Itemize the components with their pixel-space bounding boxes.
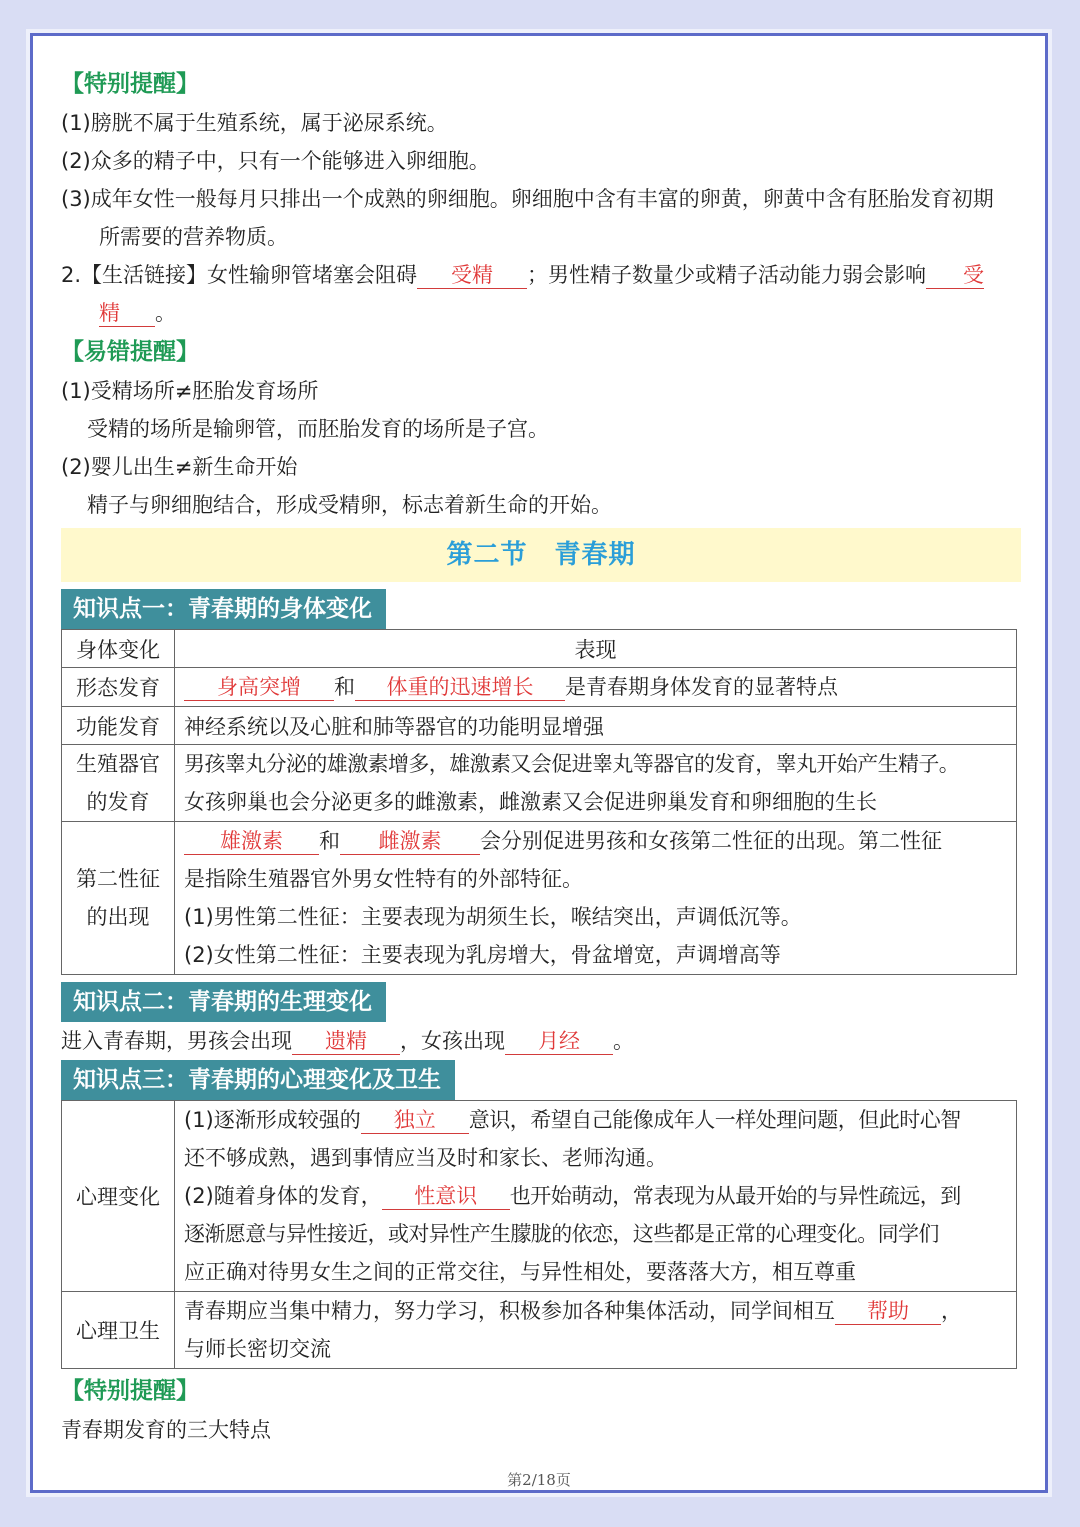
row-label-line: 的发育 [86, 790, 150, 814]
table-row [62, 745, 1017, 822]
answer-blank: 帮助 [835, 1298, 941, 1325]
conjunction: 和 [319, 829, 340, 853]
mistake-reminder-heading: 【易错提醒】 [61, 339, 199, 365]
table-row [62, 668, 1017, 707]
cell-line: (2)女性第二性征：主要表现为乳房增大，骨盆增宽，声调增高等 [184, 943, 781, 967]
row-content [175, 1292, 1017, 1369]
section-title: 第二节 青春期 [61, 528, 1021, 582]
knowledge-point-1-title: 知识点一：青春期的身体变化 [61, 589, 386, 629]
row-content [175, 745, 1017, 822]
cell-line: 是指除生殖器官外男女性特有的外部特征。 [184, 867, 583, 891]
row-content [175, 668, 1017, 707]
row-label: 心理卫生 [62, 1292, 175, 1369]
psychology-table [61, 1100, 1017, 1369]
table-row [62, 1292, 1017, 1369]
cell-text: 是青春期身体发育的显著特点 [565, 675, 838, 699]
body-changes-table [61, 629, 1017, 975]
kp2-suffix: 。 [613, 1029, 634, 1053]
cell-line: 还不够成熟，遇到事情应当及时和家长、老师沟通。 [184, 1146, 667, 1170]
cell-line: 逐渐愿意与异性接近，或对异性产生朦胧的依恋，这些都是正常的心理变化。同学们 [184, 1222, 939, 1246]
cell-line [184, 1177, 1007, 1215]
table-header: 身体变化 [62, 630, 175, 668]
mistake-item: 受精的场所是输卵管，而胚胎发育的场所是子宫。 [87, 417, 549, 441]
reminder-item: 所需要的营养物质。 [99, 225, 288, 249]
page-number: 第2/18页 [507, 1471, 571, 1489]
table-header: 表现 [175, 630, 1017, 668]
row-label-line: 的出现 [86, 905, 150, 929]
row-label [62, 822, 175, 975]
table-row [62, 822, 1017, 975]
conjunction: 和 [334, 675, 355, 699]
cell-text: 也开始萌动，常表现为从最开始的与异性疏远，到 [509, 1184, 961, 1208]
row-content: 神经系统以及心脏和肺等器官的功能明显增强 [175, 707, 1017, 745]
mistake-item: (1)受精场所≠胚胎发育场所 [61, 379, 319, 403]
reminder-text: 青春期发育的三大特点 [61, 1418, 271, 1442]
table-row [62, 630, 1017, 668]
answer-blank: 精 [99, 300, 155, 327]
knowledge-point-3-title: 知识点三：青春期的心理变化及卫生 [61, 1060, 455, 1100]
table-row [62, 707, 1017, 745]
answer-blank: 雄激素 [184, 828, 319, 855]
kp2-line [61, 1022, 1021, 1060]
cell-text: (2)随着身体的发育， [184, 1184, 382, 1208]
cell-line: (1)男性第二性征：主要表现为胡须生长，喉结突出，声调低沉等。 [184, 905, 802, 929]
cell-line [184, 822, 1007, 860]
special-reminder-heading-2: 【特别提醒】 [61, 1378, 199, 1404]
table-row [62, 1101, 1017, 1292]
answer-blank: 独立 [361, 1107, 469, 1134]
kp2-middle: ，女孩出现 [400, 1029, 505, 1053]
cell-line: 与师长密切交流 [184, 1337, 331, 1361]
cell-line: 女孩卵巢也会分泌更多的雌激素，雌激素又会促进卵巢发育和卵细胞的生长 [184, 790, 877, 814]
cell-line [184, 668, 1007, 706]
reminder-item: (3)成年女性一般每月只排出一个成熟的卵细胞。卵细胞中含有丰富的卵黄，卵黄中含有胚胎发育初期 [61, 187, 994, 211]
reminder-item: (1)膀胱不属于生殖系统，属于泌尿系统。 [61, 111, 448, 135]
life-link-prefix: 2.【生活链接】女性输卵管堵塞会阻碍 [61, 263, 418, 287]
mistake-item: 精子与卵细胞结合，形成受精卵，标志着新生命的开始。 [87, 493, 612, 517]
row-label [62, 745, 175, 822]
mistake-item: (2)婴儿出生≠新生命开始 [61, 455, 298, 479]
life-link-line [61, 256, 1021, 294]
special-reminder-heading: 【特别提醒】 [61, 71, 199, 97]
life-link-suffix: 。 [155, 301, 176, 325]
cell-text: 青春期应当集中精力，努力学习，积极参加各种集体活动，同学间相互 [184, 1299, 835, 1323]
page-content [61, 64, 1021, 1449]
kp2-prefix: 进入青春期，男孩会出现 [61, 1029, 292, 1053]
knowledge-point-2-title: 知识点二：青春期的生理变化 [61, 982, 386, 1022]
row-label: 心理变化 [62, 1101, 175, 1292]
cell-line: 应正确对待男女生之间的正常交往，与异性相处，要落落大方，相互尊重 [184, 1260, 856, 1284]
cell-line [184, 1292, 1007, 1330]
document-page [30, 33, 1048, 1493]
life-link-line-2 [61, 294, 1021, 332]
answer-blank: 遗精 [292, 1028, 400, 1055]
answer-blank: 身高突增 [184, 674, 334, 701]
cell-text: 会分别促进男孩和女孩第二性征的出现。第二性征 [480, 829, 942, 853]
row-content [175, 822, 1017, 975]
reminder-item: (2)众多的精子中，只有一个能够进入卵细胞。 [61, 149, 490, 173]
answer-blank: 月经 [505, 1028, 613, 1055]
answer-blank: 体重的迅速增长 [355, 674, 565, 701]
row-label: 形态发育 [62, 668, 175, 707]
cell-line: 男孩睾丸分泌的雄激素增多，雄激素又会促进睾丸等器官的发育，睾丸开始产生精子。 [184, 752, 960, 776]
row-content [175, 1101, 1017, 1292]
answer-blank: 雌激素 [340, 828, 480, 855]
answer-blank: 性意识 [382, 1183, 510, 1210]
cell-text: (1)逐渐形成较强的 [184, 1108, 361, 1132]
row-label-line: 第二性征 [76, 867, 160, 891]
answer-blank: 受 [926, 262, 984, 289]
cell-line [184, 1101, 1007, 1139]
answer-blank: 受精 [417, 262, 527, 289]
row-label-line: 生殖器官 [76, 752, 160, 776]
row-label: 功能发育 [62, 707, 175, 745]
cell-text: ， [941, 1299, 962, 1323]
cell-text: 意识，希望自己能像成年人一样处理问题，但此时心智 [468, 1108, 961, 1132]
life-link-middle: ；男性精子数量少或精子活动能力弱会影响 [527, 263, 927, 287]
